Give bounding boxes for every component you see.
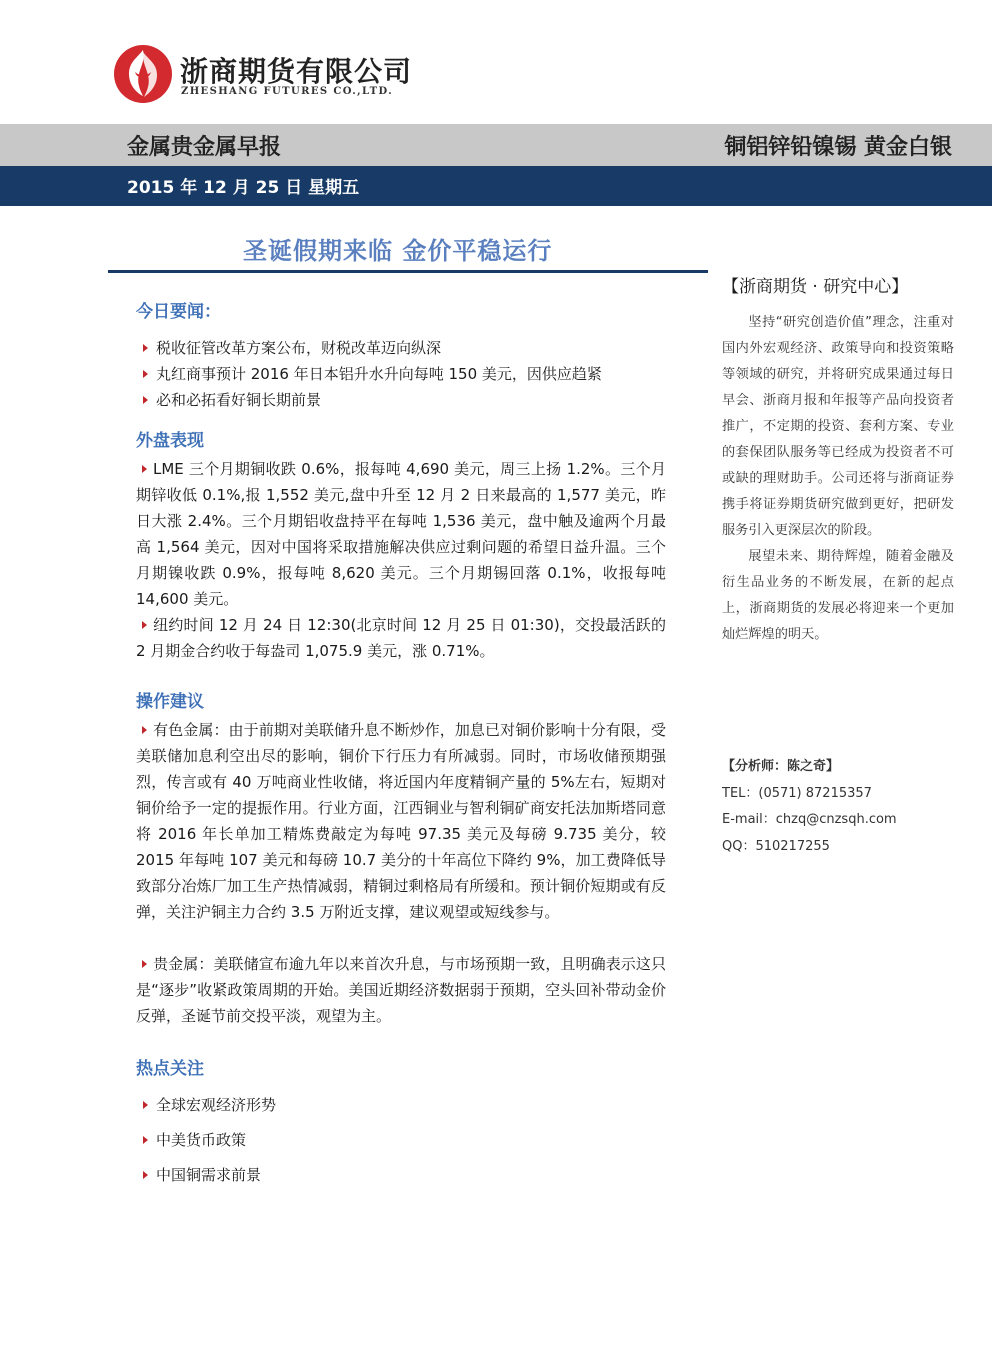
analyst-contact xyxy=(722,754,897,860)
red-triangle-bullet-icon xyxy=(142,960,147,968)
list-item: 丸红商事预计 2016 年日本铝升水升向每吨 150 美元，因供应趋紧 xyxy=(136,362,666,387)
main-content xyxy=(136,298,666,1188)
report-date: 2015 年 12 月 25 日 星期五 xyxy=(127,178,360,198)
advice-paragraph-precious: 贵金属：美联储宣布逾九年以来首次升息，与市场预期一致，且明确表示这只是“逐步”收紧政策周期的开始。美国近期经济数据弱于预期，空头回补带动金价反弹，圣诞节前交投平淡，观望为主。 xyxy=(136,955,666,1025)
list-item: 税收征管改革方案公布，财税改革迈向纵深 xyxy=(136,336,666,361)
advice-paragraph-metals: 有色金属：由于前期对美联储升息不断炒作，加息已对铜价影响十分有限，受美联储加息利空出尽的影响，铜价下行压力有所减弱。同时，市场收储预期强烈，传言或有 40 万吨商业性收储，将近国内年度精铜产量的 5%左右，短期对铜价给予一定的提振作用。行业方面，江西铜业与智利铜矿商安托法加斯塔同意将 2016 年长单加工精炼费敲定为每吨 97.35 美元及每磅 9.735 美分，较 2015 年每吨 107 美元和每磅 10.7 美分的十年高位下降约 9%，加工费降低导致部分冶炼厂加工生产热情减弱，精铜过剩格局有所缓和。预计铜价短期或有反弹，关注沪铜主力合约 3.5 万附近支撑，建议观望或短线参与。 xyxy=(136,721,666,921)
news-heading: 今日要闻： xyxy=(136,302,221,322)
overseas-heading: 外盘表现 xyxy=(136,431,204,451)
sidebar-paragraph: 坚持“研究创造价值”理念，注重对国内外宏观经济、政策导向和投资策略等领域的研究，并将研究成果通过每日早会、浙商月报和年报等产品向投资者推广，不定期的投资、套利方案、专业的套保团队服务等已经成为投资者不可或缺的理财助手。公司还将与浙商证券携手将证券期货研究做到更好，把研发服务引入更深层次的阶段。 xyxy=(722,315,954,538)
analyst-label: 【分析师：陈之奇】 xyxy=(722,759,840,774)
red-triangle-bullet-icon xyxy=(143,1171,148,1179)
sidebar-paragraph: 展望未来、期待辉煌，随着金融及衍生品业务的不断发展，在新的起点上，浙商期货的发展必将迎来一个更加灿烂辉煌的明天。 xyxy=(722,549,954,642)
list-item: 必和必拓看好铜长期前景 xyxy=(136,388,666,413)
company-name-en: ZHESHANG FUTURES CO.,LTD. xyxy=(181,86,394,97)
analyst-qq: QQ：510217255 xyxy=(722,838,830,854)
red-triangle-bullet-icon xyxy=(142,726,147,734)
red-triangle-bullet-icon xyxy=(142,621,147,629)
page-title: 圣诞假期来临 金价平稳运行 xyxy=(243,237,553,265)
red-triangle-bullet-icon xyxy=(143,1101,148,1109)
advice-heading: 操作建议 xyxy=(136,692,204,712)
company-name-cn: 浙商期货有限公司 xyxy=(180,55,413,88)
overseas-paragraph: 纽约时间 12 月 24 日 12:30(北京时间 12 月 25 日 01:30)，交投最活跃的 2 月期金合约收于每盎司 1,075.9 美元，涨 0.71%。 xyxy=(136,616,666,660)
red-triangle-bullet-icon xyxy=(143,396,148,404)
red-triangle-bullet-icon xyxy=(143,344,148,352)
zheshang-logo-icon xyxy=(113,44,173,104)
list-item: 全球宏观经济形势 xyxy=(136,1093,666,1118)
overseas-paragraph: LME 三个月期铜收跌 0.6%，报每吨 4,690 美元，周三上扬 1.2%。三个月期锌收低 0.1%,报 1,552 美元,盘中升至 12 月 2 日来最高的 1,577 美元，昨日大涨 2.4%。三个月期铝收盘持平在每吨 1,536 美元，盘中触及逾两个月最高 1,564 美元，因对中国将采取措施解决供应过剩问题的希望日益升温。三个月期镍收跌 0.9%，报每吨 8,620 美元。三个月期锡回落 0.1%，收报每吨 14,600 美元。 xyxy=(136,460,666,608)
analyst-email: E-mail：chzq@cnzsqh.com xyxy=(722,812,897,827)
red-triangle-bullet-icon xyxy=(143,1136,148,1144)
focus-heading: 热点关注 xyxy=(136,1059,204,1079)
title-divider xyxy=(108,270,708,273)
list-item: 中美货币政策 xyxy=(136,1128,666,1153)
red-triangle-bullet-icon xyxy=(142,465,147,473)
report-metals: 铜铝锌铅镍锡 黄金白银 xyxy=(724,135,952,160)
sidebar-text xyxy=(722,310,954,648)
focus-list xyxy=(136,1093,666,1188)
news-list xyxy=(136,336,666,413)
red-triangle-bullet-icon xyxy=(143,370,148,378)
list-item: 中国铜需求前景 xyxy=(136,1163,666,1188)
report-name: 金属贵金属早报 xyxy=(127,135,282,160)
sidebar-heading: 【浙商期货 · 研究中心】 xyxy=(722,277,909,297)
analyst-tel: TEL：(0571) 87215357 xyxy=(722,785,872,801)
